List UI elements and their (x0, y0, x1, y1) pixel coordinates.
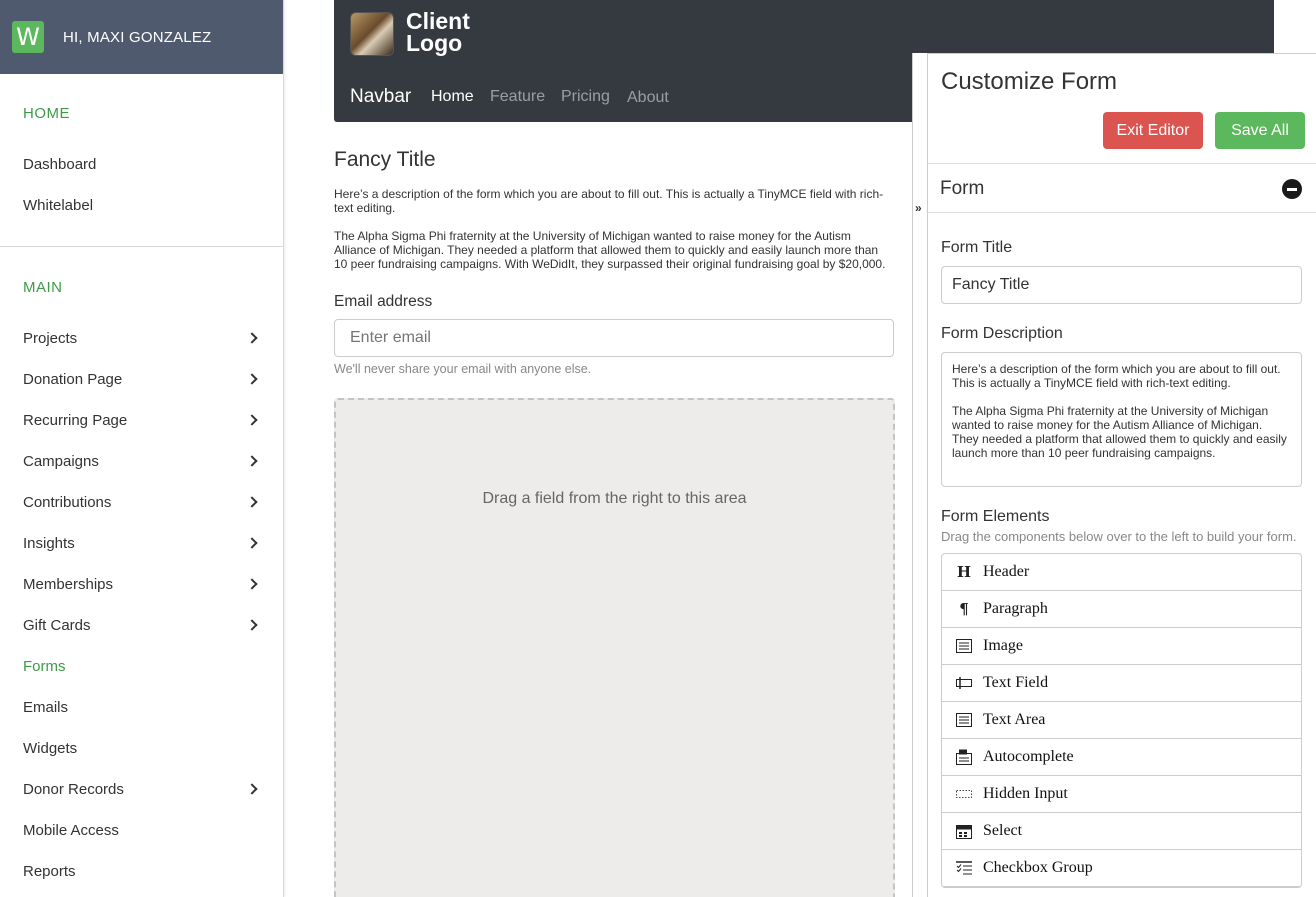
email-label: Email address (334, 293, 433, 310)
description-paragraph: The Alpha Sigma Phi fraternity at the University of Michigan wanted to raise money for the Autism Alliance of Michigan. They needed a platform that allowed them to quickly and easily launch more than 10 peer fundraising campaigns. With WeDidIt, they surpassed their original fundraising goal by $20,000. (334, 229, 886, 271)
element-select[interactable] (942, 813, 1301, 850)
sidebar-item-label: Reports (23, 862, 76, 880)
sidebar-item-whitelabel[interactable] (23, 193, 259, 217)
sidebar (0, 0, 284, 897)
hidden-input-icon (956, 786, 972, 802)
email-input[interactable] (334, 319, 894, 357)
section-main: MAIN (23, 279, 63, 296)
chevron-right-icon (246, 578, 257, 589)
element-text-field[interactable] (942, 665, 1301, 702)
form-title-input[interactable]: Fancy Title (941, 266, 1302, 304)
checkbox-group-icon (956, 860, 972, 876)
description-paragraph: Here’s a description of the form which you are about to fill out. This is actually a TinyMCE field with rich-text editing. (334, 187, 884, 215)
sidebar-item-label: Gift Cards (23, 616, 91, 634)
drop-zone[interactable] (334, 398, 895, 897)
select-icon (956, 823, 972, 839)
element-header[interactable] (942, 554, 1301, 591)
email-help-text: We'll never share your email with anyone else. (334, 362, 592, 376)
brand-logo[interactable]: W (12, 21, 44, 53)
sidebar-header (0, 0, 283, 74)
nav-link-pricing[interactable]: Pricing (561, 88, 610, 105)
sidebar-item-donor-records[interactable] (23, 777, 259, 801)
text-field-icon (956, 675, 972, 691)
textarea-paragraph: The Alpha Sigma Phi fraternity at the University of Michigan wanted to raise money for the Autism Alliance of Michigan. They needed a platform that allowed them to quickly and easily launch more than 10 peer fundraising campaigns. (952, 404, 1287, 460)
chevron-right-icon (246, 783, 257, 794)
textarea-paragraph: Here’s a description of the form which you are about to fill out. This is actually a TinyMCE field with rich-text editing. (952, 362, 1281, 390)
chevron-right-icon (246, 332, 257, 343)
sidebar-item-label: Memberships (23, 575, 114, 593)
sidebar-item-reports[interactable] (23, 859, 259, 883)
sidebar-item-mobile-access[interactable] (23, 818, 259, 842)
element-label: Select (983, 822, 1023, 839)
sidebar-item-forms[interactable] (23, 654, 259, 678)
element-label: Header (983, 563, 1030, 580)
sidebar-item-memberships[interactable] (23, 572, 259, 596)
element-label: Text Field (983, 674, 1049, 691)
form-description-textarea[interactable] (941, 352, 1302, 487)
form-section-header[interactable] (928, 163, 1316, 213)
sidebar-item-campaigns[interactable] (23, 449, 259, 473)
sidebar-item-gift-cards[interactable] (23, 613, 259, 637)
exit-editor-button[interactable]: Exit Editor (1103, 112, 1203, 149)
form-description (334, 187, 894, 285)
sidebar-item-label: Contributions (23, 493, 112, 511)
sidebar-item-recurring-page[interactable] (23, 408, 259, 432)
sidebar-item-label: Mobile Access (23, 821, 119, 839)
element-text-area[interactable] (942, 702, 1301, 739)
client-logo-text: Client Logo (406, 8, 470, 56)
sidebar-item-label: Campaigns (23, 452, 99, 470)
form-title-label: Form Title (941, 239, 1013, 256)
save-all-button[interactable]: Save All (1215, 112, 1305, 149)
sidebar-item-label: Donation Page (23, 370, 123, 388)
sidebar-item-contributions[interactable] (23, 490, 259, 514)
navbar-brand[interactable]: Navbar (350, 86, 412, 107)
sidebar-item-label: Emails (23, 698, 69, 716)
panel-title: Customize Form (941, 68, 1118, 95)
chevron-right-icon (246, 496, 257, 507)
chevron-right-icon (246, 619, 257, 630)
nav-link-home[interactable]: Home (431, 88, 474, 105)
form-elements-help: Drag the components below over to the left to build your form. (941, 529, 1297, 544)
element-checkbox-group[interactable] (942, 850, 1301, 887)
customize-panel (928, 53, 1316, 897)
form-title: Fancy Title (334, 148, 436, 171)
sidebar-item-emails[interactable] (23, 695, 259, 719)
sidebar-item-dashboard[interactable] (23, 152, 259, 176)
section-home: HOME (23, 105, 70, 122)
chevron-right-icon (246, 414, 257, 425)
element-label: Hidden Input (983, 785, 1068, 802)
sidebar-item-label: Insights (23, 534, 75, 552)
collapse-minus-icon[interactable] (1282, 179, 1302, 199)
autocomplete-icon (956, 749, 972, 765)
sidebar-item-label: Dashboard (23, 155, 97, 173)
nav-link-feature[interactable]: Feature (490, 88, 546, 105)
element-hidden-input[interactable] (942, 776, 1301, 813)
paragraph-icon: ¶ (959, 600, 969, 618)
sidebar-item-insights[interactable] (23, 531, 259, 555)
element-label: Paragraph (983, 600, 1048, 617)
element-image[interactable] (942, 628, 1301, 665)
chevron-right-icon (246, 373, 257, 384)
chevron-right-icon (246, 537, 257, 548)
element-label: Checkbox Group (983, 859, 1093, 876)
form-section-title: Form (940, 178, 985, 199)
element-autocomplete[interactable] (942, 739, 1301, 776)
element-label: Autocomplete (983, 748, 1074, 765)
text-area-icon (956, 712, 972, 728)
sidebar-item-label: Projects (23, 329, 78, 347)
element-label: Text Area (983, 711, 1046, 728)
sidebar-item-label: Whitelabel (23, 196, 94, 214)
drop-zone-text: Drag a field from the right to this area (482, 490, 747, 507)
panel-toggle-strip[interactable] (912, 53, 928, 897)
double-chevron-right-icon[interactable]: » (915, 201, 922, 215)
image-icon (956, 638, 972, 654)
form-elements-label: Form Elements (941, 508, 1050, 525)
sidebar-item-label: Forms (23, 657, 66, 675)
element-paragraph[interactable] (942, 591, 1301, 628)
header-icon: H (956, 563, 972, 581)
nav-link-about[interactable]: About (627, 89, 669, 106)
client-logo-image (350, 12, 394, 56)
form-description-label: Form Description (941, 325, 1063, 342)
sidebar-divider (0, 246, 284, 247)
sidebar-item-label: Recurring Page (23, 411, 128, 429)
element-label: Image (983, 637, 1023, 654)
form-elements-list (941, 553, 1302, 888)
sidebar-item-projects[interactable] (23, 326, 259, 350)
user-greeting[interactable]: HI, MAXI GONZALEZ (63, 28, 212, 46)
sidebar-item-label: Widgets (23, 739, 78, 757)
sidebar-item-donation-page[interactable] (23, 367, 259, 391)
chevron-right-icon (246, 455, 257, 466)
sidebar-item-widgets[interactable] (23, 736, 259, 760)
sidebar-item-label: Donor Records (23, 780, 124, 798)
